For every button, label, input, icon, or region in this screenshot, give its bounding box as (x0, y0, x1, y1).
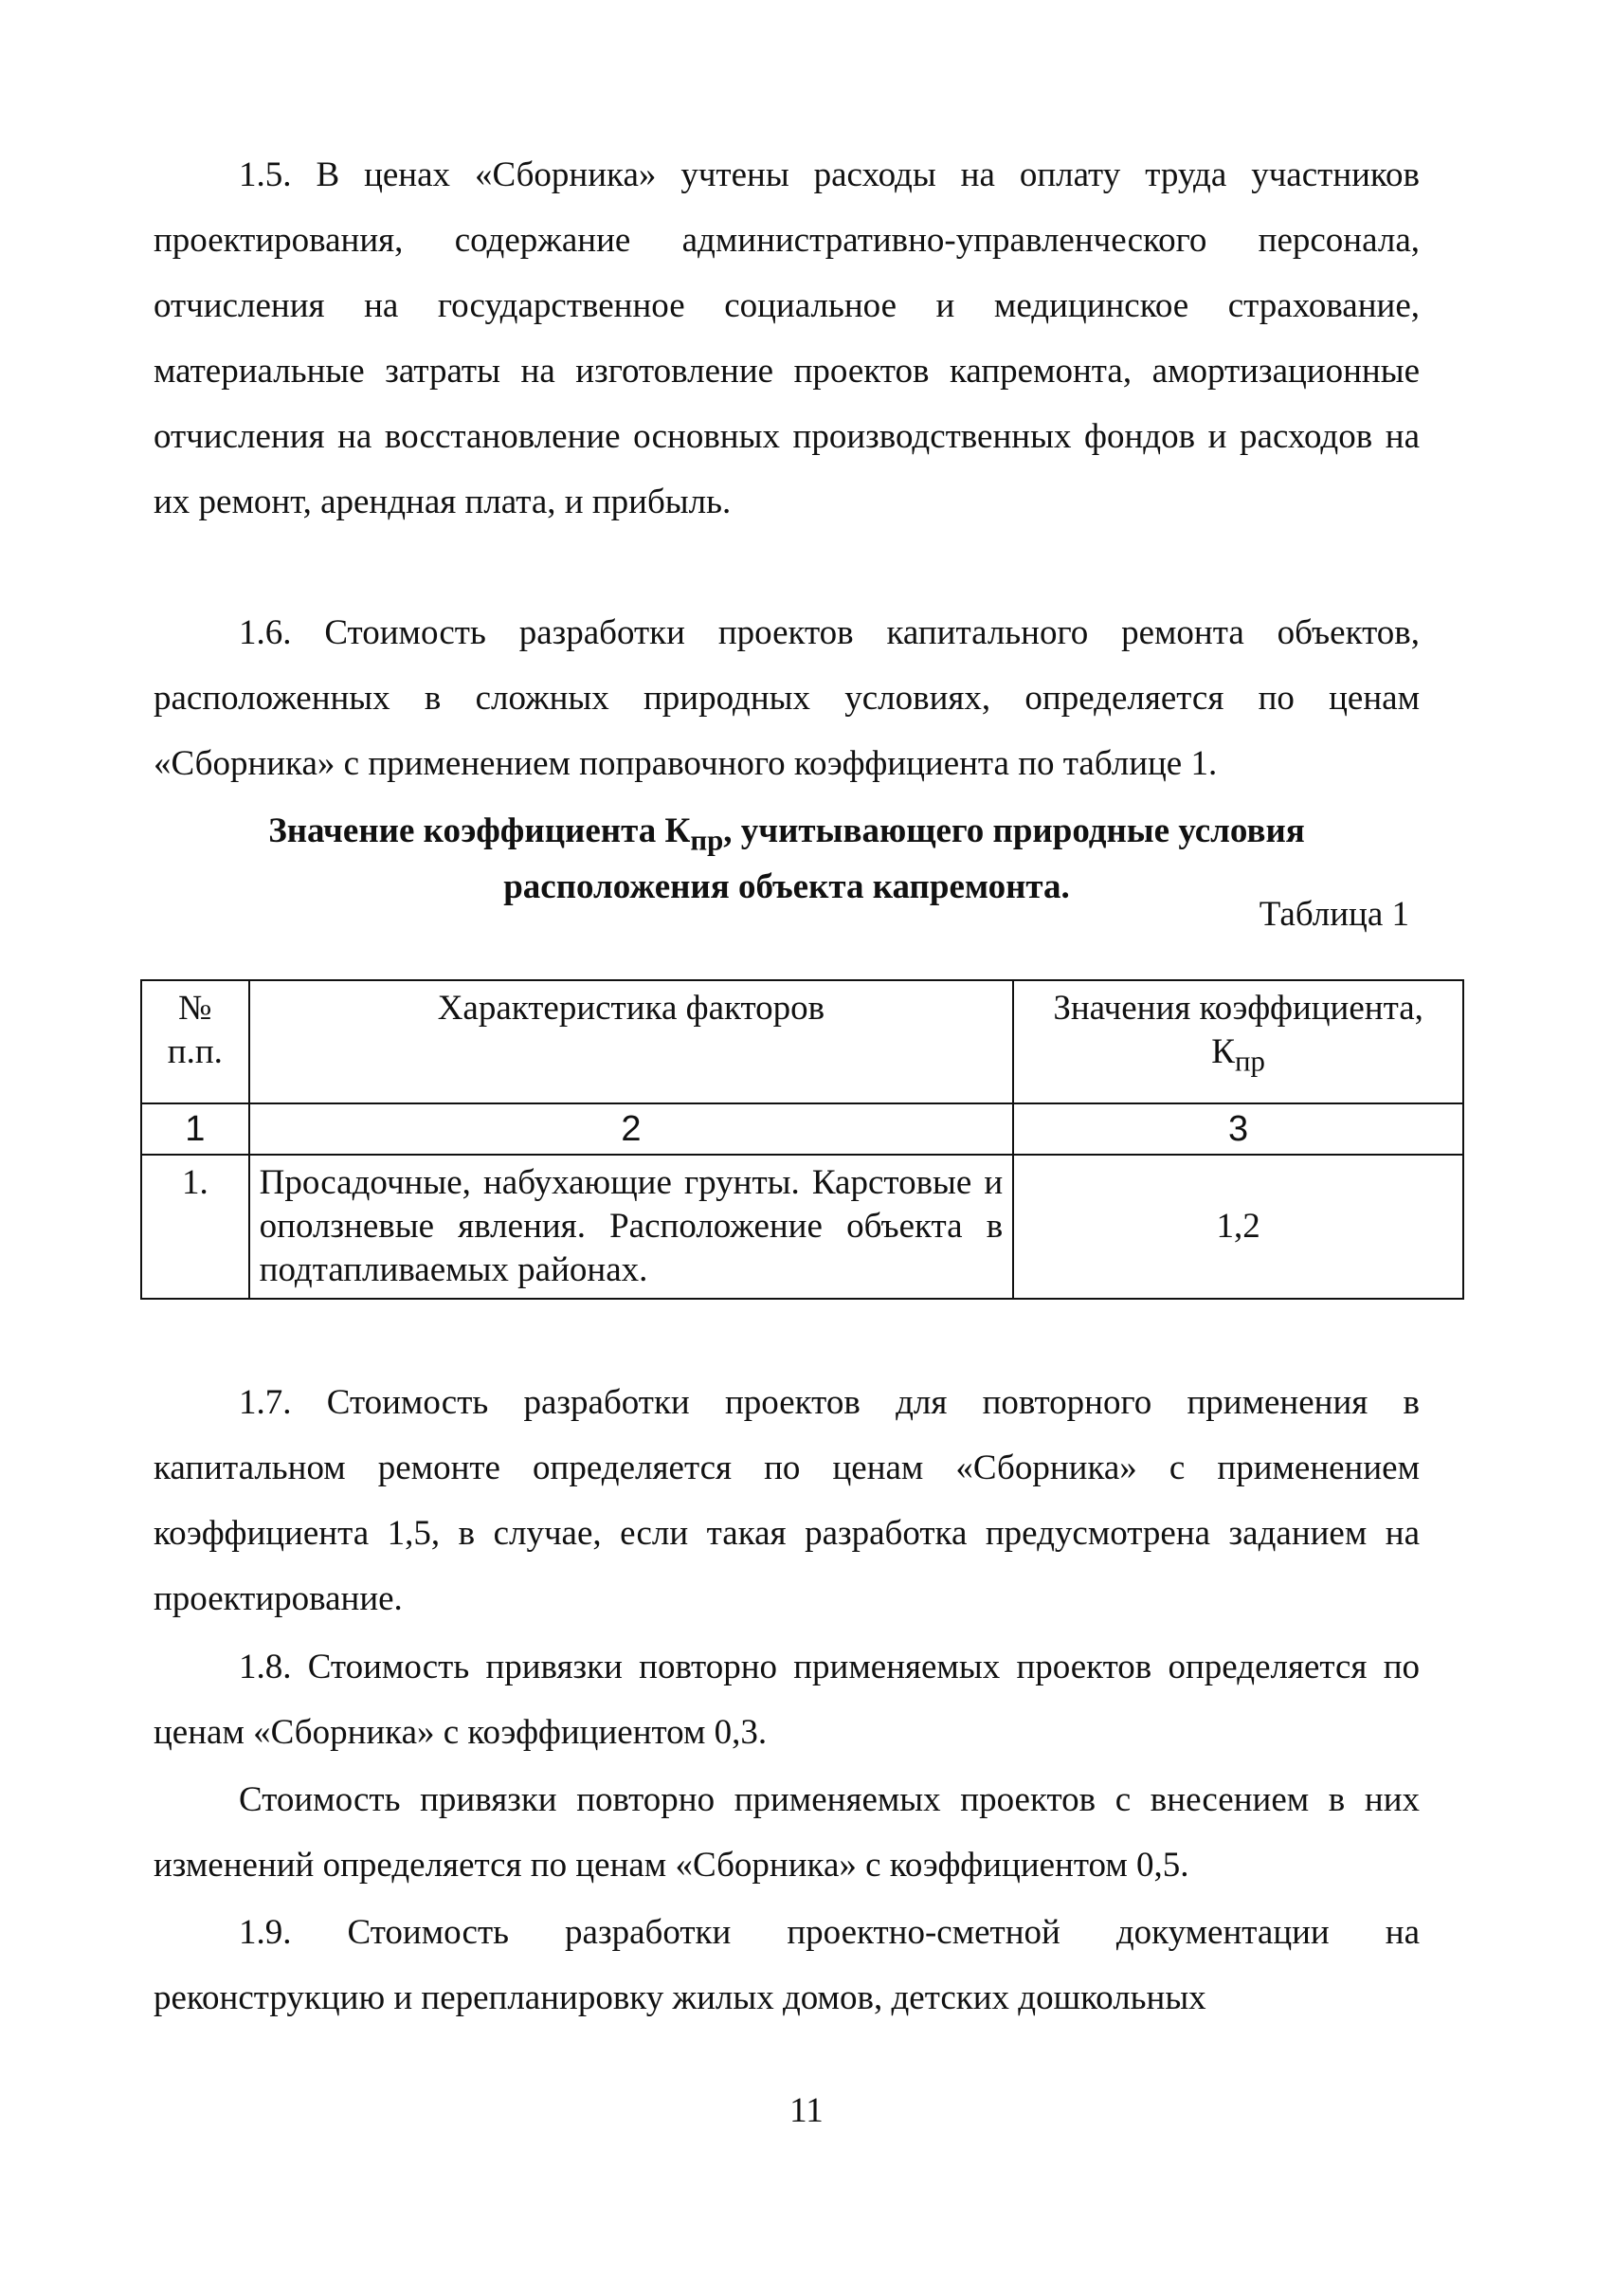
header-coefficient-k: К (1211, 1032, 1235, 1071)
coefficient-table (140, 979, 1464, 1300)
table-caption-prefix: Значение коэффициента К (268, 811, 691, 850)
paragraph-1-8: 1.8. Стоимость привязки повторно применяемых проектов определяется по ценам «Сборника» с коэффициентом 0,3. (154, 1648, 1420, 1752)
header-coefficient-label: Значения коэффициента, (1053, 989, 1423, 1028)
table-row (141, 1155, 1463, 1299)
table-header-row (141, 980, 1463, 1103)
table-caption (154, 808, 1420, 911)
header-coefficient-subscript: пр (1234, 1045, 1265, 1078)
table-numbering-row (141, 1103, 1463, 1155)
header-factors: Характеристика факторов (249, 980, 1014, 1103)
row-factor: Просадочные, набухающие грунты. Карстовые и оползневые явления. Расположение объекта в подтапливаемых районах. (249, 1155, 1014, 1299)
page-number: 11 (789, 2091, 824, 2130)
paragraph-1-5: 1.5. В ценах «Сборника» учтены расходы на оплату труда участников проектирования, содержание административно-управленческого персонала, отчисления на государственное социальное и медицинское страхование, материальные затраты на изготовление проектов капремонта, амортизационные отчисления на восстановление основных производственных фондов и расходов на их ремонт, арендная плата, и прибыль. (154, 155, 1420, 521)
paragraph-1-6: 1.6. Стоимость разработки проектов капитального ремонта объектов, расположенных в сложных природных условиях, определяется по ценам «Сборника» с применением поправочного коэффициента по таблице 1. (154, 613, 1420, 783)
table-caption-suffix: , учитывающего природные условия расположения объекта капремонта. (503, 811, 1305, 907)
header-number: № п.п. (141, 980, 249, 1103)
column-number-3: 3 (1013, 1103, 1463, 1155)
row-value: 1,2 (1013, 1155, 1463, 1299)
header-coefficient (1013, 980, 1463, 1103)
paragraph-1-7: 1.7. Стоимость разработки проектов для повторного применения в капитальном ремонте определяется по ценам «Сборника» с применением коэффициента 1,5, в случае, если такая разработка предусмотрена заданием на проектирование. (154, 1383, 1420, 1618)
paragraph-1-8-continued: Стоимость привязки повторно применяемых проектов с внесением в них изменений определяется по ценам «Сборника» с коэффициентом 0,5. (154, 1780, 1420, 1885)
column-number-1: 1 (141, 1103, 249, 1155)
row-number: 1. (141, 1155, 249, 1299)
column-number-2: 2 (249, 1103, 1014, 1155)
table-caption-subscript: пр (690, 824, 724, 857)
table-label: Таблица 1 (1259, 895, 1409, 934)
paragraph-1-9: 1.9. Стоимость разработки проектно-сметной документации на реконструкцию и перепланировку жилых домов, детских дошкольных (154, 1913, 1420, 2017)
